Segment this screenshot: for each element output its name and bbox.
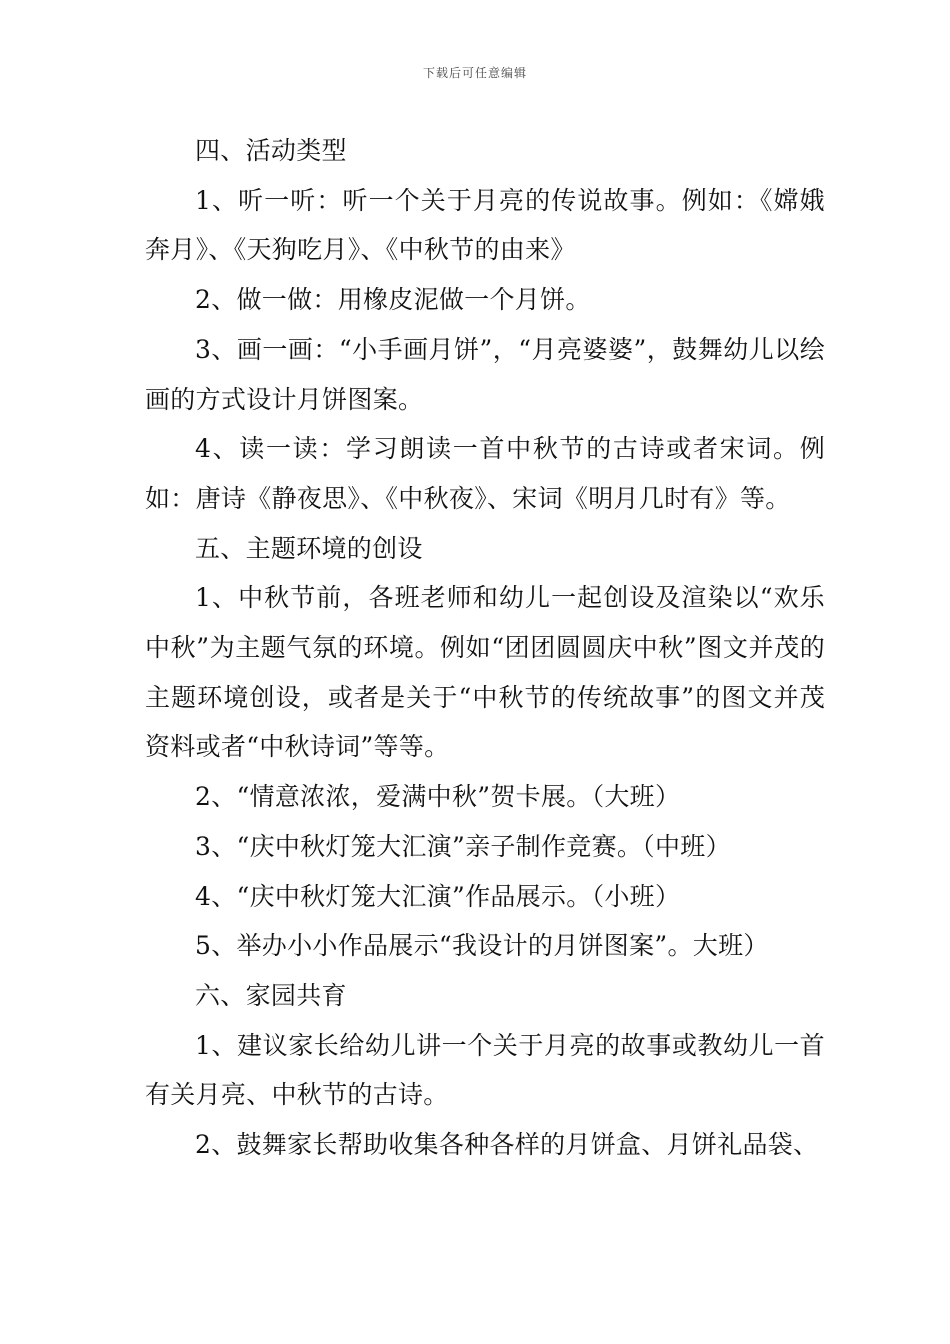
page-header-note: 下载后可任意编辑 — [422, 66, 527, 80]
paragraph-environment-5: 5、举办小小作品展示“我设计的月饼图案”。大班） — [195, 931, 769, 961]
paragraph-draw: 3、画一画：“小手画月饼”，“月亮婆婆”，鼓舞幼儿以绘画的方式设计月饼图案。 — [145, 334, 825, 414]
document-body — [145, 126, 825, 1170]
paragraph-environment-3: 3、“庆中秋灯笼大汇演”亲子制作竞赛。（中班） — [195, 831, 731, 861]
paragraph-listen: 1、听一听：听一个关于月亮的传说故事。例如：《嫦娥奔月》、《天狗吃月》、《中秋节的由来》 — [145, 185, 825, 265]
section-heading-environment: 五、主题环境的创设 — [195, 533, 423, 563]
paragraph-home-school-1: 1、建议家长给幼儿讲一个关于月亮的故事或教幼儿一首有关月亮、中秋节的古诗。 — [145, 1030, 825, 1110]
section-heading-activity-types: 四、活动类型 — [195, 136, 347, 165]
paragraph-environment-4: 4、“庆中秋灯笼大汇演”作品展示。（小班） — [195, 881, 681, 911]
paragraph-environment-2: 2、“情意浓浓，爱满中秋”贺卡展。（大班） — [195, 782, 681, 812]
paragraph-make: 2、做一做：用橡皮泥做一个月饼。 — [195, 285, 591, 315]
paragraph-home-school-2: 2、鼓舞家长帮助收集各种各样的月饼盒、月饼礼品袋、 — [195, 1130, 819, 1160]
paragraph-read: 4、读一读：学习朗读一首中秋节的古诗或者宋词。例如：唐诗《静夜思》、《中秋夜》、宋词《明月几时有》等。 — [145, 434, 825, 513]
paragraph-environment-1: 1、中秋节前，各班老师和幼儿一起创设及渲染以“欢乐中秋”为主题气氛的环境。例如“团团圆圆庆中秋”图文并茂的主题环境创设，或者是关于“中秋节的传统故事”的图文并茂资料或者“中秋诗词”等等。 — [145, 583, 825, 762]
section-heading-home-school: 六、家园共育 — [195, 980, 347, 1010]
